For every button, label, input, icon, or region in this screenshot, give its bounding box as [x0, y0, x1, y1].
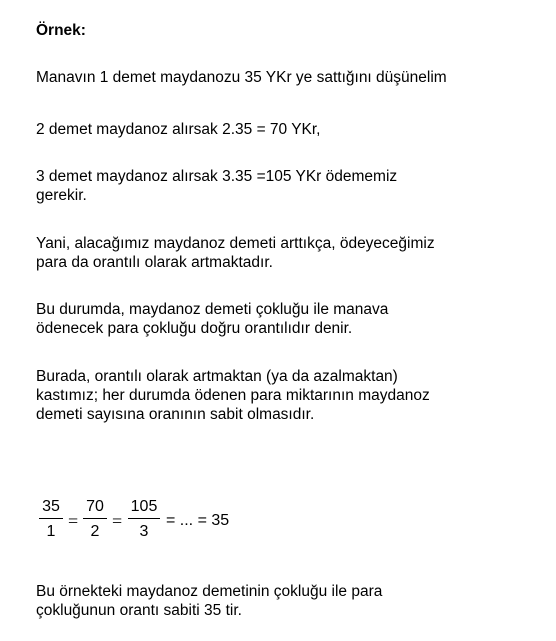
fraction-1-numerator: 35	[42, 498, 60, 515]
fraction-2-numerator: 70	[86, 498, 104, 515]
formula-result: = ... = 35	[166, 512, 230, 529]
paragraph-2-line-1: 2 demet maydanoz alırsak 2.35 = 70 YKr,	[36, 121, 321, 138]
example-heading: Örnek:	[36, 22, 86, 39]
fraction-1-denominator: 1	[46, 523, 56, 540]
paragraph-6-line-2: kastımız; her durumda ödenen para miktarının maydanoz	[36, 387, 430, 404]
paragraph-5-line-1: Bu durumda, maydanoz demeti çokluğu ile manava	[36, 301, 389, 318]
paragraph-4-line-1: Yani, alacağımız maydanoz demeti arttıkça, ödeyeceğimiz	[36, 235, 435, 252]
fraction-2	[83, 498, 107, 541]
fraction-1	[39, 498, 63, 541]
fraction-3-denominator: 3	[139, 523, 149, 540]
closing-line-1: Bu örnekteki maydanoz demetinin çokluğu ile para	[36, 583, 383, 600]
equals-sign-1: =	[68, 511, 79, 531]
paragraph-6-line-1: Burada, orantılı olarak artmaktan (ya da azalmaktan)	[36, 368, 398, 385]
paragraph-3-line-2: gerekir.	[36, 187, 87, 204]
fraction-3	[128, 498, 160, 541]
fraction-2-denominator: 2	[90, 523, 100, 540]
closing-line-2: çokluğunun orantı sabiti 35 tir.	[36, 602, 242, 619]
fraction-2-bar	[83, 518, 107, 519]
paragraph-4-line-2: para da orantılı olarak artmaktadır.	[36, 254, 273, 271]
equals-sign-2: =	[112, 511, 123, 531]
paragraph-5-line-2: ödenecek para çokluğu doğru orantılıdır denir.	[36, 320, 353, 337]
fraction-1-bar	[39, 518, 63, 519]
fraction-3-bar	[128, 518, 160, 519]
ratio-formula	[36, 498, 336, 558]
paragraph-3-line-1: 3 demet maydanoz alırsak 3.35 =105 YKr ödememiz	[36, 168, 398, 185]
fraction-3-numerator: 105	[130, 498, 158, 515]
paragraph-6-line-3: demeti sayısına oranının sabit olmasıdır.	[36, 406, 315, 423]
paragraph-1-line-1: Manavın 1 demet maydanozu 35 YKr ye sattığını düşünelim	[36, 69, 447, 86]
